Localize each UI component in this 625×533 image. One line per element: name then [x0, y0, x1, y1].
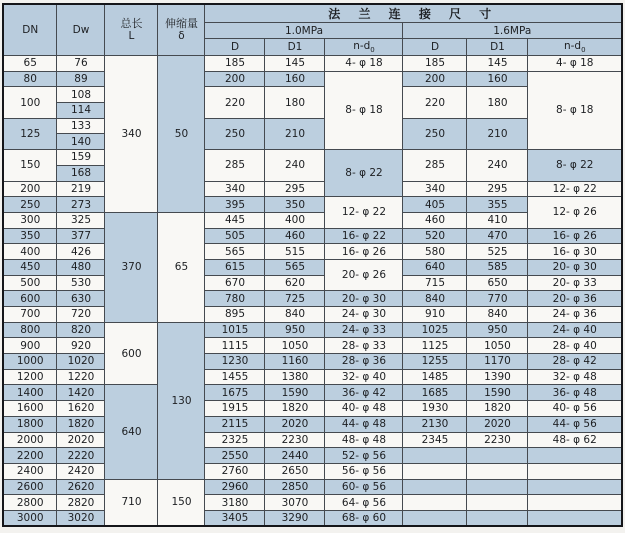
cell-d116	[467, 463, 528, 479]
col-header-nd0-10: $n-d_0$	[325, 39, 403, 56]
table-row	[3, 197, 622, 213]
cell-nd10: 40- φ 48	[325, 401, 403, 417]
cell-d116: 650	[467, 275, 528, 291]
cell-d110: 3290	[265, 510, 325, 526]
cell-d16: 520	[403, 228, 467, 244]
cell-d16: 460	[403, 212, 467, 228]
col-header-nd0-16: $n-d_0$	[528, 39, 622, 56]
cell-nd16: 4- φ 18	[528, 56, 622, 72]
pressure-group-1_6mpa: 1.6MPa	[403, 23, 622, 39]
cell-nd16	[528, 495, 622, 511]
cell-nd10: 28- φ 36	[325, 354, 403, 370]
cell-dn: 3000	[3, 510, 57, 526]
cell-d110: 210	[265, 118, 325, 149]
cell-d110: 3070	[265, 495, 325, 511]
cell-dw: 219	[57, 181, 105, 197]
table-row	[3, 56, 622, 72]
table-row	[3, 510, 622, 526]
expansion-label: 伸缩量	[164, 16, 198, 30]
cell-l: 710	[105, 479, 158, 526]
cell-dn: 65	[3, 56, 57, 72]
cell-dn: 2400	[3, 463, 57, 479]
cell-dw: 168	[57, 165, 105, 181]
cell-d16: 200	[403, 71, 467, 87]
total-length-label: 总长	[120, 16, 143, 30]
cell-d10: 2760	[205, 463, 265, 479]
cell-d16: 2345	[403, 432, 467, 448]
cell-nd16: 48- φ 62	[528, 432, 622, 448]
cell-nd16: 8- φ 22	[528, 150, 622, 181]
cell-d116: 525	[467, 244, 528, 260]
expansion-symbol: δ	[178, 30, 185, 43]
cell-d16: 910	[403, 307, 467, 323]
cell-d10: 505	[205, 228, 265, 244]
pressure-group-1_0mpa: 1.0MPa	[205, 23, 403, 39]
cell-d10: 250	[205, 118, 265, 149]
cell-dn: 1200	[3, 369, 57, 385]
cell-dn: 1000	[3, 354, 57, 370]
cell-dn: 2800	[3, 495, 57, 511]
cell-nd16: 44- φ 56	[528, 416, 622, 432]
cell-dn: 300	[3, 212, 57, 228]
cell-dw: 820	[57, 322, 105, 338]
cell-dn: 1800	[3, 416, 57, 432]
cell-d116: 145	[467, 56, 528, 72]
cell-dn: 150	[3, 150, 57, 181]
cell-d110: 2650	[265, 463, 325, 479]
flange-spec-table	[2, 3, 623, 527]
cell-d16: 1125	[403, 338, 467, 354]
cell-d16: 250	[403, 118, 467, 149]
cell-d116: 1590	[467, 385, 528, 401]
cell-d16	[403, 479, 467, 495]
cell-nd10: 56- φ 56	[325, 463, 403, 479]
cell-nd16: 8- φ 18	[528, 71, 622, 149]
cell-dn: 100	[3, 87, 57, 118]
cell-l: 600	[105, 322, 158, 385]
cell-d10: 285	[205, 150, 265, 181]
cell-d10: 1015	[205, 322, 265, 338]
nd0-subscript: 0	[370, 46, 375, 54]
cell-nd10: 48- φ 48	[325, 432, 403, 448]
cell-nd10: 52- φ 56	[325, 448, 403, 464]
cell-d116: 240	[467, 150, 528, 181]
cell-d16: 2130	[403, 416, 467, 432]
table-header	[3, 4, 622, 56]
cell-d116: 585	[467, 259, 528, 275]
cell-d16	[403, 448, 467, 464]
cell-nd10: 4- φ 18	[325, 56, 403, 72]
cell-d10: 2115	[205, 416, 265, 432]
cell-dn: 2000	[3, 432, 57, 448]
cell-dw: 159	[57, 150, 105, 166]
cell-nd16: 20- φ 36	[528, 291, 622, 307]
cell-d10: 895	[205, 307, 265, 323]
cell-d16: 1025	[403, 322, 467, 338]
cell-dn: 250	[3, 197, 57, 213]
cell-d116	[467, 495, 528, 511]
col-header-d1-10: D1	[265, 39, 325, 56]
cell-dn: 1600	[3, 401, 57, 417]
cell-nd10: 16- φ 22	[325, 228, 403, 244]
cell-d116: 410	[467, 212, 528, 228]
cell-d110: 565	[265, 259, 325, 275]
cell-nd10: 20- φ 30	[325, 291, 403, 307]
cell-d116: 180	[467, 87, 528, 118]
col-header-expansion	[158, 4, 205, 56]
cell-nd10: 68- φ 60	[325, 510, 403, 526]
cell-dn: 450	[3, 259, 57, 275]
cell-d10: 615	[205, 259, 265, 275]
cell-d110: 2850	[265, 479, 325, 495]
cell-dn: 500	[3, 275, 57, 291]
cell-dw: 3020	[57, 510, 105, 526]
cell-e: 150	[158, 479, 205, 526]
cell-d110: 2230	[265, 432, 325, 448]
table-row	[3, 463, 622, 479]
cell-d116: 210	[467, 118, 528, 149]
cell-d110: 950	[265, 322, 325, 338]
cell-dn: 200	[3, 181, 57, 197]
cell-nd16	[528, 479, 622, 495]
table-row	[3, 244, 622, 260]
cell-dw: 1220	[57, 369, 105, 385]
cell-d116: 2230	[467, 432, 528, 448]
cell-nd16	[528, 448, 622, 464]
cell-dw: 920	[57, 338, 105, 354]
cell-d116: 295	[467, 181, 528, 197]
cell-d10: 220	[205, 87, 265, 118]
cell-dw: 630	[57, 291, 105, 307]
cell-e: 130	[158, 322, 205, 479]
cell-dw: 325	[57, 212, 105, 228]
cell-nd16: 12- φ 22	[528, 181, 622, 197]
cell-d16: 340	[403, 181, 467, 197]
cell-l: 370	[105, 212, 158, 322]
cell-d116: 840	[467, 307, 528, 323]
cell-nd10: 8- φ 22	[325, 150, 403, 197]
cell-d16	[403, 463, 467, 479]
cell-dn: 2200	[3, 448, 57, 464]
cell-d10: 185	[205, 56, 265, 72]
cell-nd16: 40- φ 56	[528, 401, 622, 417]
cell-nd10: 36- φ 42	[325, 385, 403, 401]
cell-dw: 108	[57, 87, 105, 103]
cell-d116: 1170	[467, 354, 528, 370]
cell-nd16	[528, 463, 622, 479]
cell-nd16: 24- φ 36	[528, 307, 622, 323]
cell-dn: 700	[3, 307, 57, 323]
cell-dw: 2420	[57, 463, 105, 479]
cell-nd10: 28- φ 33	[325, 338, 403, 354]
cell-d110: 295	[265, 181, 325, 197]
cell-d110: 2020	[265, 416, 325, 432]
cell-d10: 3405	[205, 510, 265, 526]
cell-nd16	[528, 510, 622, 526]
cell-d110: 240	[265, 150, 325, 181]
cell-d110: 1380	[265, 369, 325, 385]
cell-d16: 715	[403, 275, 467, 291]
cell-d10: 2325	[205, 432, 265, 448]
cell-nd10: 64- φ 56	[325, 495, 403, 511]
cell-nd10: 24- φ 30	[325, 307, 403, 323]
cell-d110: 725	[265, 291, 325, 307]
table-row	[3, 307, 622, 323]
cell-dn: 80	[3, 71, 57, 87]
cell-d116: 470	[467, 228, 528, 244]
cell-nd10: 16- φ 26	[325, 244, 403, 260]
cell-nd10: 60- φ 56	[325, 479, 403, 495]
cell-dw: 273	[57, 197, 105, 213]
cell-l: 340	[105, 56, 158, 213]
col-header-d-16: D	[403, 39, 467, 56]
table-row	[3, 338, 622, 354]
cell-dw: 530	[57, 275, 105, 291]
cell-dn: 900	[3, 338, 57, 354]
cell-d16: 1485	[403, 369, 467, 385]
table-row	[3, 401, 622, 417]
cell-d110: 620	[265, 275, 325, 291]
col-header-total-length	[105, 4, 158, 56]
cell-dn: 800	[3, 322, 57, 338]
cell-d10: 200	[205, 71, 265, 87]
col-header-dn: DN	[3, 4, 57, 56]
cell-d16: 220	[403, 87, 467, 118]
total-length-symbol: L	[128, 30, 135, 43]
cell-dw: 1420	[57, 385, 105, 401]
cell-d16	[403, 495, 467, 511]
col-header-dw: Dw	[57, 4, 105, 56]
cell-dw: 114	[57, 103, 105, 119]
cell-dn: 2600	[3, 479, 57, 495]
cell-nd16: 16- φ 30	[528, 244, 622, 260]
table-row	[3, 181, 622, 197]
table-row	[3, 432, 622, 448]
cell-d16: 580	[403, 244, 467, 260]
cell-dw: 1020	[57, 354, 105, 370]
table-row	[3, 369, 622, 385]
cell-d16: 640	[403, 259, 467, 275]
cell-nd16: 28- φ 40	[528, 338, 622, 354]
table-row	[3, 385, 622, 401]
col-header-d1-16: D1	[467, 39, 528, 56]
table-row	[3, 495, 622, 511]
cell-d116: 2020	[467, 416, 528, 432]
cell-dw: 89	[57, 71, 105, 87]
cell-nd16: 28- φ 42	[528, 354, 622, 370]
cell-d116: 1390	[467, 369, 528, 385]
cell-d110: 460	[265, 228, 325, 244]
col-header-d-10: D	[205, 39, 265, 56]
cell-nd16: 36- φ 48	[528, 385, 622, 401]
cell-d10: 1230	[205, 354, 265, 370]
cell-d10: 1115	[205, 338, 265, 354]
cell-dn: 600	[3, 291, 57, 307]
cell-dn: 1400	[3, 385, 57, 401]
cell-d10: 565	[205, 244, 265, 260]
table-row	[3, 259, 622, 275]
table-row	[3, 71, 622, 87]
cell-dw: 2620	[57, 479, 105, 495]
cell-d110: 350	[265, 197, 325, 213]
cell-nd10: 20- φ 26	[325, 259, 403, 290]
cell-dw: 2220	[57, 448, 105, 464]
cell-dw: 76	[57, 56, 105, 72]
cell-d16: 840	[403, 291, 467, 307]
table-row	[3, 416, 622, 432]
cell-e: 65	[158, 212, 205, 322]
cell-d10: 2960	[205, 479, 265, 495]
table-row	[3, 322, 622, 338]
cell-d10: 2550	[205, 448, 265, 464]
cell-d110: 515	[265, 244, 325, 260]
cell-d116: 950	[467, 322, 528, 338]
cell-d110: 400	[265, 212, 325, 228]
cell-d16: 1930	[403, 401, 467, 417]
cell-nd10: 8- φ 18	[325, 71, 403, 149]
cell-d16: 1685	[403, 385, 467, 401]
table-row	[3, 479, 622, 495]
cell-nd10: 44- φ 48	[325, 416, 403, 432]
cell-nd10: 24- φ 33	[325, 322, 403, 338]
cell-nd16: 32- φ 48	[528, 369, 622, 385]
spec-table-body	[3, 56, 622, 527]
nd0-subscript: 0	[581, 46, 586, 54]
cell-d10: 3180	[205, 495, 265, 511]
cell-d116	[467, 479, 528, 495]
cell-d110: 160	[265, 71, 325, 87]
cell-dw: 1820	[57, 416, 105, 432]
cell-dn: 350	[3, 228, 57, 244]
cell-nd16: 12- φ 26	[528, 197, 622, 228]
table-row	[3, 275, 622, 291]
cell-d16: 285	[403, 150, 467, 181]
cell-d116	[467, 510, 528, 526]
cell-dn: 125	[3, 118, 57, 149]
cell-d110: 145	[265, 56, 325, 72]
cell-dw: 720	[57, 307, 105, 323]
cell-dn: 400	[3, 244, 57, 260]
cell-nd16: 24- φ 40	[528, 322, 622, 338]
cell-d110: 1590	[265, 385, 325, 401]
cell-d16: 405	[403, 197, 467, 213]
cell-dw: 1620	[57, 401, 105, 417]
table-row	[3, 448, 622, 464]
cell-nd16: 20- φ 33	[528, 275, 622, 291]
cell-d10: 670	[205, 275, 265, 291]
cell-nd10: 12- φ 22	[325, 197, 403, 228]
cell-d116: 770	[467, 291, 528, 307]
cell-d116: 1050	[467, 338, 528, 354]
cell-d10: 395	[205, 197, 265, 213]
cell-nd16: 20- φ 30	[528, 259, 622, 275]
table-row	[3, 291, 622, 307]
table-row	[3, 150, 622, 166]
cell-d116: 160	[467, 71, 528, 87]
cell-e: 50	[158, 56, 205, 213]
cell-dw: 377	[57, 228, 105, 244]
cell-d110: 1160	[265, 354, 325, 370]
cell-d16: 1255	[403, 354, 467, 370]
cell-d110: 180	[265, 87, 325, 118]
table-row	[3, 354, 622, 370]
cell-d16: 185	[403, 56, 467, 72]
cell-dw: 426	[57, 244, 105, 260]
cell-dw: 133	[57, 118, 105, 134]
cell-dw: 140	[57, 134, 105, 150]
cell-d10: 445	[205, 212, 265, 228]
cell-d110: 840	[265, 307, 325, 323]
cell-dw: 480	[57, 259, 105, 275]
cell-nd10: 32- φ 40	[325, 369, 403, 385]
cell-d10: 340	[205, 181, 265, 197]
cell-d116: 355	[467, 197, 528, 213]
cell-dw: 2020	[57, 432, 105, 448]
cell-d116	[467, 448, 528, 464]
cell-d10: 780	[205, 291, 265, 307]
cell-nd16: 16- φ 26	[528, 228, 622, 244]
cell-d10: 1455	[205, 369, 265, 385]
cell-d10: 1915	[205, 401, 265, 417]
table-row	[3, 228, 622, 244]
cell-l: 640	[105, 385, 158, 479]
cell-d110: 2440	[265, 448, 325, 464]
cell-d116: 1820	[467, 401, 528, 417]
cell-d110: 1050	[265, 338, 325, 354]
cell-d10: 1675	[205, 385, 265, 401]
cell-dw: 2820	[57, 495, 105, 511]
cell-d110: 1820	[265, 401, 325, 417]
cell-d16	[403, 510, 467, 526]
flange-dimensions-title: 法 兰 连 接 尺 寸	[205, 4, 622, 23]
